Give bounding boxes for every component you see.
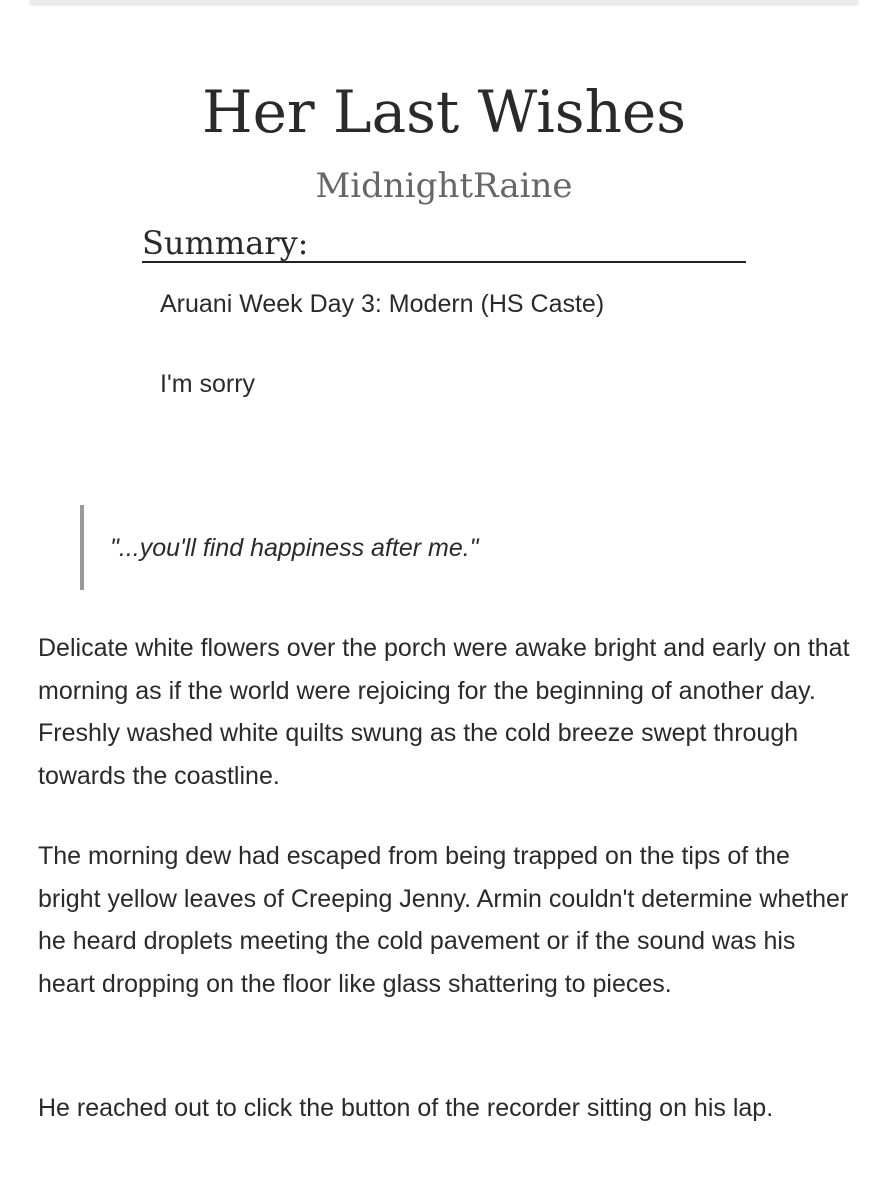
summary-heading: Summary: [142, 222, 746, 263]
story-paragraph: Delicate white flowers over the porch were awake bright and early on that morning as if the world were rejoicing for the beginning of another day. Freshly washed white quilts swung as the cold breeze swept through towards the coastline. [38, 634, 850, 790]
work-title: Her Last Wishes [201, 78, 687, 146]
author-name[interactable]: MidnightRaine [315, 166, 573, 206]
epigraph-blockquote [80, 505, 780, 590]
summary-line: Aruani Week Day 3: Modern (HS Caste) [160, 290, 605, 318]
story-paragraph: He reached out to click the button of the recorder sitting on his lap. [38, 1094, 774, 1122]
epigraph-text: "...you'll find happiness after me." [110, 534, 479, 562]
story-paragraph: The morning dew had escaped from being trapped on the tips of the bright yellow leaves of Creeping Jenny. Armin couldn't determine whether he heard droplets meeting the cold pavement or if the sound was his heart dropping on the floor like glass shattering to pieces. [38, 842, 849, 998]
top-divider [30, 0, 858, 4]
summary-line: I'm sorry [160, 370, 256, 398]
